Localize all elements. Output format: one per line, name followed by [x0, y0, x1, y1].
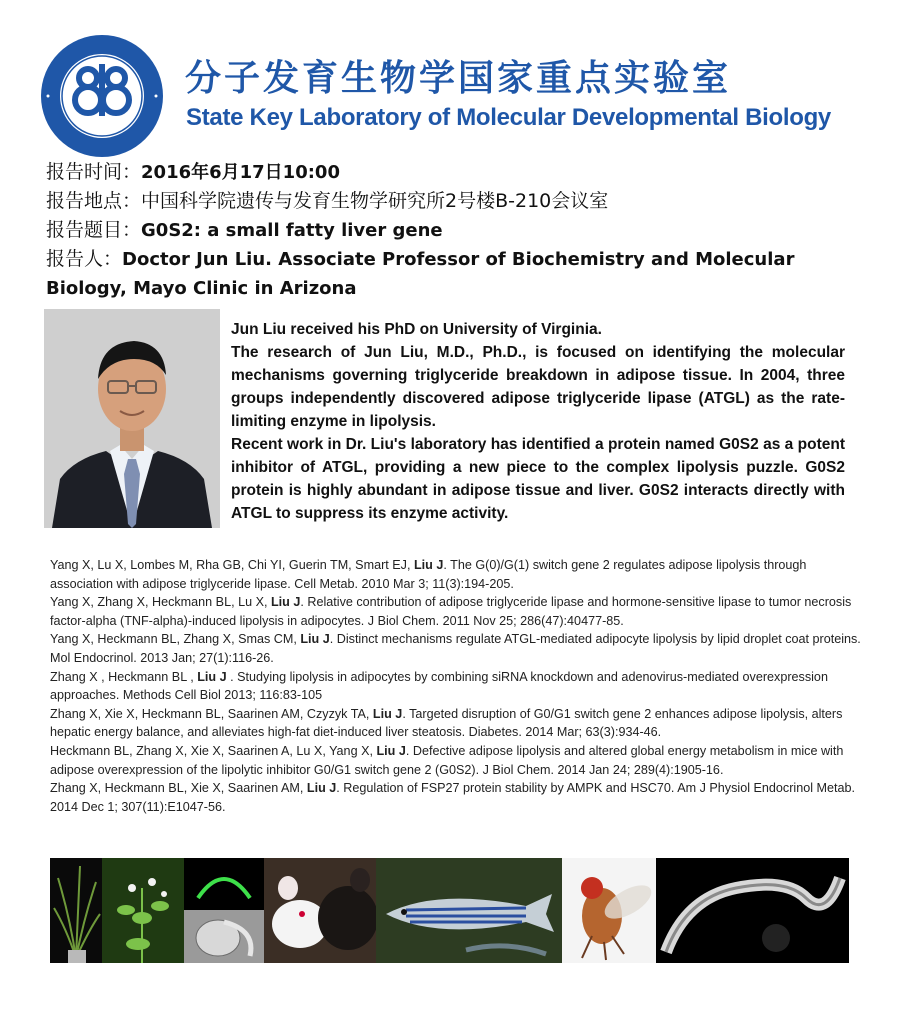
reference-item: Heckmann BL, Zhang X, Xie X, Saarinen A, Lu X, Yang X, Liu J. Defective adipose lipolysis and altered global energy metabolism in mice with adipose overexpression of the lipolytic inhibitor G0/G1 switch gene 2 (G0S2). J Biol Chem. 2014 Jan 24; 289(4):1905-16.: [50, 743, 844, 777]
talk-place-label: 报告地点：: [46, 190, 142, 212]
embryo-images: [184, 858, 264, 963]
model-organism-strip: [50, 858, 849, 963]
reference-item: Zhang X, Heckmann BL, Xie X, Saarinen AM, Liu J. Regulation of FSP27 protein stability by AMPK and HSC70. Am J Physiol Endocrinol Metab. 2014 Dec 1; 307(11):E1047-56.: [50, 781, 856, 814]
arabidopsis-image: [102, 858, 184, 963]
talk-title-label: 报告题目：: [46, 219, 142, 241]
lab-name-english: State Key Laboratory of Molecular Developmental Biology: [186, 104, 831, 131]
reference-item: Zhang X , Heckmann BL , Liu J . Studying lipolysis in adipocytes by combining siRNA knockdown and adenovirus-mediated overexpression approaches. Methods Cell Biol 2013; 116:83-105: [50, 669, 828, 703]
lab-logo: [40, 34, 164, 158]
talk-speaker-label: 报告人：: [46, 248, 123, 270]
talk-speaker: [46, 245, 866, 303]
reference-item: Yang X, Zhang X, Heckmann BL, Lu X, Liu J. Relative contribution of adipose triglyceride lipase and hormone-sensitive lipase to tumor necrosis factor-alpha (TNF-alpha)-induced lipolysis in adipocytes. J Biol Chem. 2011 Nov 25; 286(47):40477-85.: [50, 595, 852, 628]
reference-item: Zhang X, Xie X, Heckmann BL, Saarinen AM, Czyzyk TA, Liu J. Targeted disruption of G0/G1 switch gene 2 enhances adipose lipolysis, alters hepatic energy balance, and alleviates high-fat diet-induced liver steatosis. Diabetes. 2014 Mar; 63(3):934-46.: [50, 706, 843, 740]
talk-time-value: 2016年6月17日10:00: [141, 162, 340, 183]
talk-place-value: 中国科学院遗传与发育生物学研究所2号楼B-210会议室: [141, 190, 609, 212]
talk-place: [46, 187, 866, 216]
rice-plant-image: [50, 858, 102, 963]
speaker-bio: [231, 318, 845, 525]
talk-title-value: G0S2: a small fatty liver gene: [141, 220, 443, 241]
reference-item: Yang X, Lu X, Lombes M, Rha GB, Chi YI, Guerin TM, Smart EJ, Liu J. The G(0)/G(1) switch gene 2 regulates adipose lipolysis through association with adipose triglyceride lipase. Cell Metab. 2010 Mar 3; 11(3):194-205.: [50, 558, 807, 591]
c-elegans-image: [656, 858, 849, 963]
speaker-photo: [44, 309, 220, 528]
zebrafish-embryo-image: [184, 910, 264, 963]
talk-time-label: 报告时间：: [46, 161, 142, 183]
reference-list: [50, 556, 865, 816]
talk-time: [46, 158, 866, 187]
bio-paragraph: Recent work in Dr. Liu's laboratory has identified a protein named G0S2 as a potent inhibitor of ATGL, providing a new piece to the complex lipolysis puzzle. G0S2 protein is highly abundant in adipose tissue and liver. G0S2 interacts directly with ATGL to suppress its enzyme activity.: [231, 436, 845, 522]
fluorescent-embryo-image: [184, 858, 264, 910]
reference-item: Yang X, Heckmann BL, Zhang X, Smas CM, Liu J. Distinct mechanisms regulate ATGL-mediated adipocyte lipolysis by lipid droplet coat proteins. Mol Endocrinol. 2013 Jan; 27(1):116-26.: [50, 632, 861, 665]
zebrafish-image: [376, 858, 562, 963]
talk-info: [46, 158, 866, 303]
bio-paragraph: The research of Jun Liu, M.D., Ph.D., is focused on identifying the molecular mechanisms governing triglyceride breakdown in adipose tissue. In 2004, three groups independently discovered adipose triglyceride lipase (ATGL) as the rate-limiting enzyme in lipolysis.: [231, 344, 845, 430]
fruit-fly-image: [562, 858, 656, 963]
talk-speaker-value: Doctor Jun Liu. Associate Professor of Biochemistry and Molecular Biology, Mayo Clinic in Arizona: [46, 249, 795, 299]
mice-image: [264, 858, 376, 963]
bio-paragraph: Jun Liu received his PhD on University of Virginia.: [231, 321, 602, 338]
talk-title: [46, 216, 866, 245]
lab-name-chinese: 分子发育生物学国家重点实验室: [185, 58, 732, 99]
